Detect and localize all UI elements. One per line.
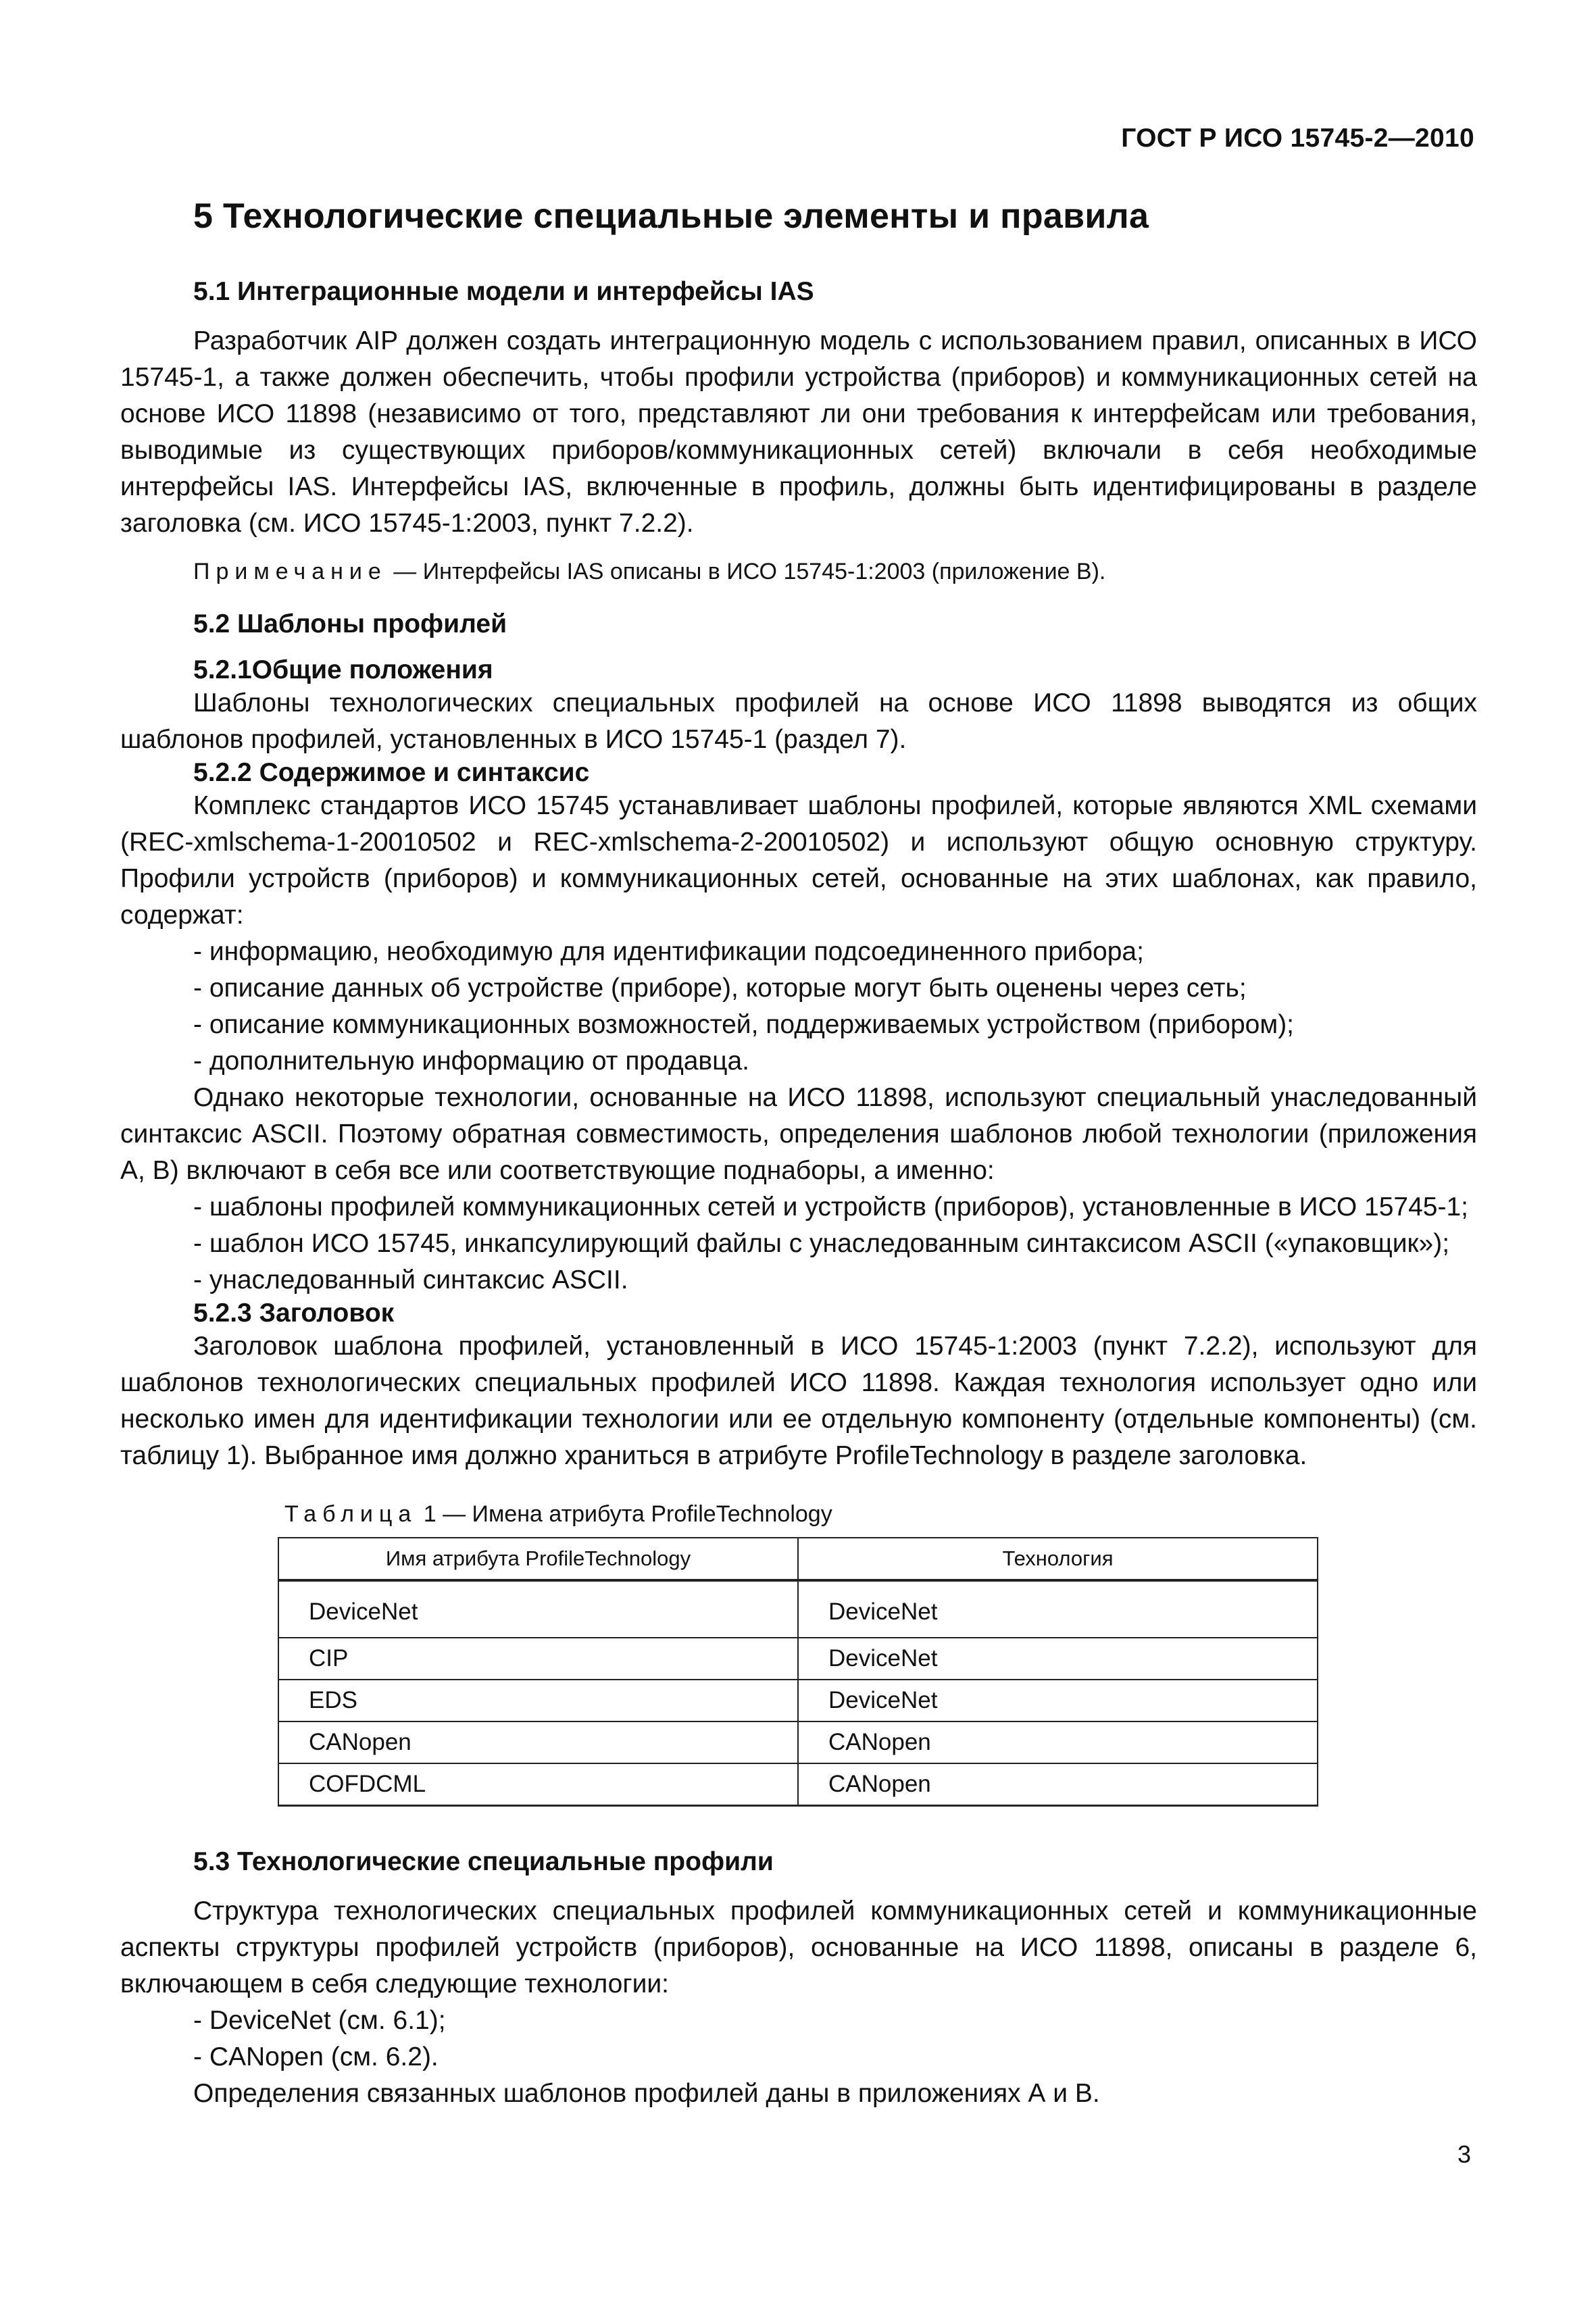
- table-cell: CIP: [278, 1638, 798, 1680]
- table-cell: DeviceNet: [798, 1580, 1318, 1638]
- list-item: - CANopen (см. 6.2).: [193, 2042, 439, 2071]
- table-cell: CANopen: [278, 1721, 798, 1763]
- table-row: [278, 1763, 1318, 1806]
- list-item: - информацию, необходимую для идентификации подсоединенного прибора;: [193, 937, 1144, 966]
- table-cell: DeviceNet: [798, 1638, 1318, 1680]
- table-header-row: [278, 1538, 1318, 1580]
- table-cell: COFDCML: [278, 1763, 798, 1806]
- table-row: [278, 1680, 1318, 1721]
- section-5-2-3-title: 5.2.3 Заголовок: [193, 1299, 395, 1328]
- section-5-1-paragraph: Разработчик AIP должен создать интеграционную модель с использованием правил, описанных в ИСО 15745-1, а также должен обеспечить, чтобы профили устройства (приборов) и коммуникационных сетей на основе ИСО 11898 (независимо от того, представляют ли они требования к интерфейсам или требования, выводимые из существующих приборов/коммуникационных сетей) включали в себя необходимые интерфейсы IAS. Интерфейсы IAS, включенные в профиль, должны быть идентифицированы в разделе заголовка (см. ИСО 15745-1:2003, пункт 7.2.2).: [120, 326, 1477, 538]
- table-cell: EDS: [278, 1680, 798, 1721]
- table-row: [278, 1638, 1318, 1680]
- list-item: - описание коммуникационных возможностей, поддерживаемых устройством (прибором);: [193, 1010, 1295, 1039]
- table-cell: CANopen: [798, 1721, 1318, 1763]
- table-1: [278, 1537, 1318, 1807]
- section-5-1-title: 5.1 Интеграционные модели и интерфейсы IAS: [193, 277, 814, 306]
- column-header-technology: Технология: [798, 1538, 1318, 1580]
- column-header-attribute: Имя атрибута ProfileTechnology: [278, 1538, 798, 1580]
- note: [193, 554, 1477, 589]
- section-5-2-title: 5.2 Шаблоны профилей: [193, 609, 507, 638]
- list-item: - унаследованный синтаксис ASCII.: [193, 1265, 628, 1294]
- list-item: - описание данных об устройстве (приборе), которые могут быть оценены через сеть;: [193, 974, 1247, 1003]
- list-item: - шаблон ИСО 15745, инкапсулирующий файлы с унаследованным синтаксисом ASCII («упаковщик»);: [193, 1229, 1450, 1258]
- note-text: — Интерфейсы IAS описаны в ИСО 15745-1:2003 (приложение В).: [386, 559, 1106, 584]
- section-5-2-3-paragraph: Заголовок шаблона профилей, установленный в ИСО 15745-1:2003 (пункт 7.2.2), используют для шаблонов технологических специальных профилей ИСО 11898. Каждая технология использует одно или несколько имен для идентификации технологии или ее отдельную компоненту (отдельные компоненты) (см. таблицу 1). Выбранное имя должно храниться в атрибуте ProfileTechnology в разделе заголовка.: [120, 1332, 1477, 1470]
- page-number: 3: [1457, 2140, 1471, 2168]
- section-5-3-title: 5.3 Технологические специальные профили: [193, 1847, 774, 1876]
- section-5-2-1-title: 5.2.1Общие положения: [193, 655, 493, 684]
- list-item: - дополнительную информацию от продавца.: [193, 1047, 750, 1076]
- table-row: [278, 1721, 1318, 1763]
- table-row: [278, 1580, 1318, 1638]
- document-id-header: ГОСТ Р ИСО 15745-2—2010: [1121, 124, 1474, 153]
- note-label: Примечание: [193, 559, 387, 584]
- section-5-2-2-title: 5.2.2 Содержимое и синтаксис: [193, 758, 590, 787]
- section-5-3-paragraph-2: Определения связанных шаблонов профилей даны в приложениях А и В.: [193, 2079, 1100, 2108]
- section-5-2-2-paragraph-1: Комплекс стандартов ИСО 15745 устанавливает шаблоны профилей, которые являются XML схемами (REC-xmlschema-1-20010502 и REC-xmlschema-2-20010502) и используют общую основную структуру. Профили устройств (приборов) и коммуникационных сетей, основанные на этих шаблонах, как правило, содержат:: [120, 791, 1477, 930]
- section-5-2-1-paragraph: Шаблоны технологических специальных профилей на основе ИСО 11898 выводятся из общих шаблонов профилей, установленных в ИСО 15745-1 (раздел 7).: [120, 688, 1477, 754]
- table-caption-label: Таблица: [284, 1501, 418, 1527]
- table-cell: DeviceNet: [798, 1680, 1318, 1721]
- section-5-title: 5 Технологические специальные элементы и правила: [193, 197, 1149, 236]
- page-content: [120, 196, 1477, 2112]
- section-5-2-2-paragraph-2: Однако некоторые технологии, основанные на ИСО 11898, используют специальный унаследованный синтаксис ASCII. Поэтому обратная совместимость, определения шаблонов любой технологии (приложения А, В) включают в себя все или соответствующие поднаборы, а именно:: [120, 1083, 1477, 1185]
- list-item: - шаблоны профилей коммуникационных сетей и устройств (приборов), установленные в ИСО 15745-1;: [193, 1192, 1469, 1222]
- list-item: - DeviceNet (см. 6.1);: [193, 2006, 446, 2035]
- table-cell: DeviceNet: [278, 1580, 798, 1638]
- table-caption-text: 1 — Имена атрибута ProfileTechnology: [417, 1501, 832, 1527]
- table-1-caption: [284, 1501, 1477, 1528]
- section-5-3-paragraph-1: Структура технологических специальных профилей коммуникационных сетей и коммуникационные аспекты структуры профилей устройств (приборов), основанные на ИСО 11898, описаны в разделе 6, включающем в себя следующие технологии:: [120, 1896, 1477, 1998]
- table-cell: CANopen: [798, 1763, 1318, 1806]
